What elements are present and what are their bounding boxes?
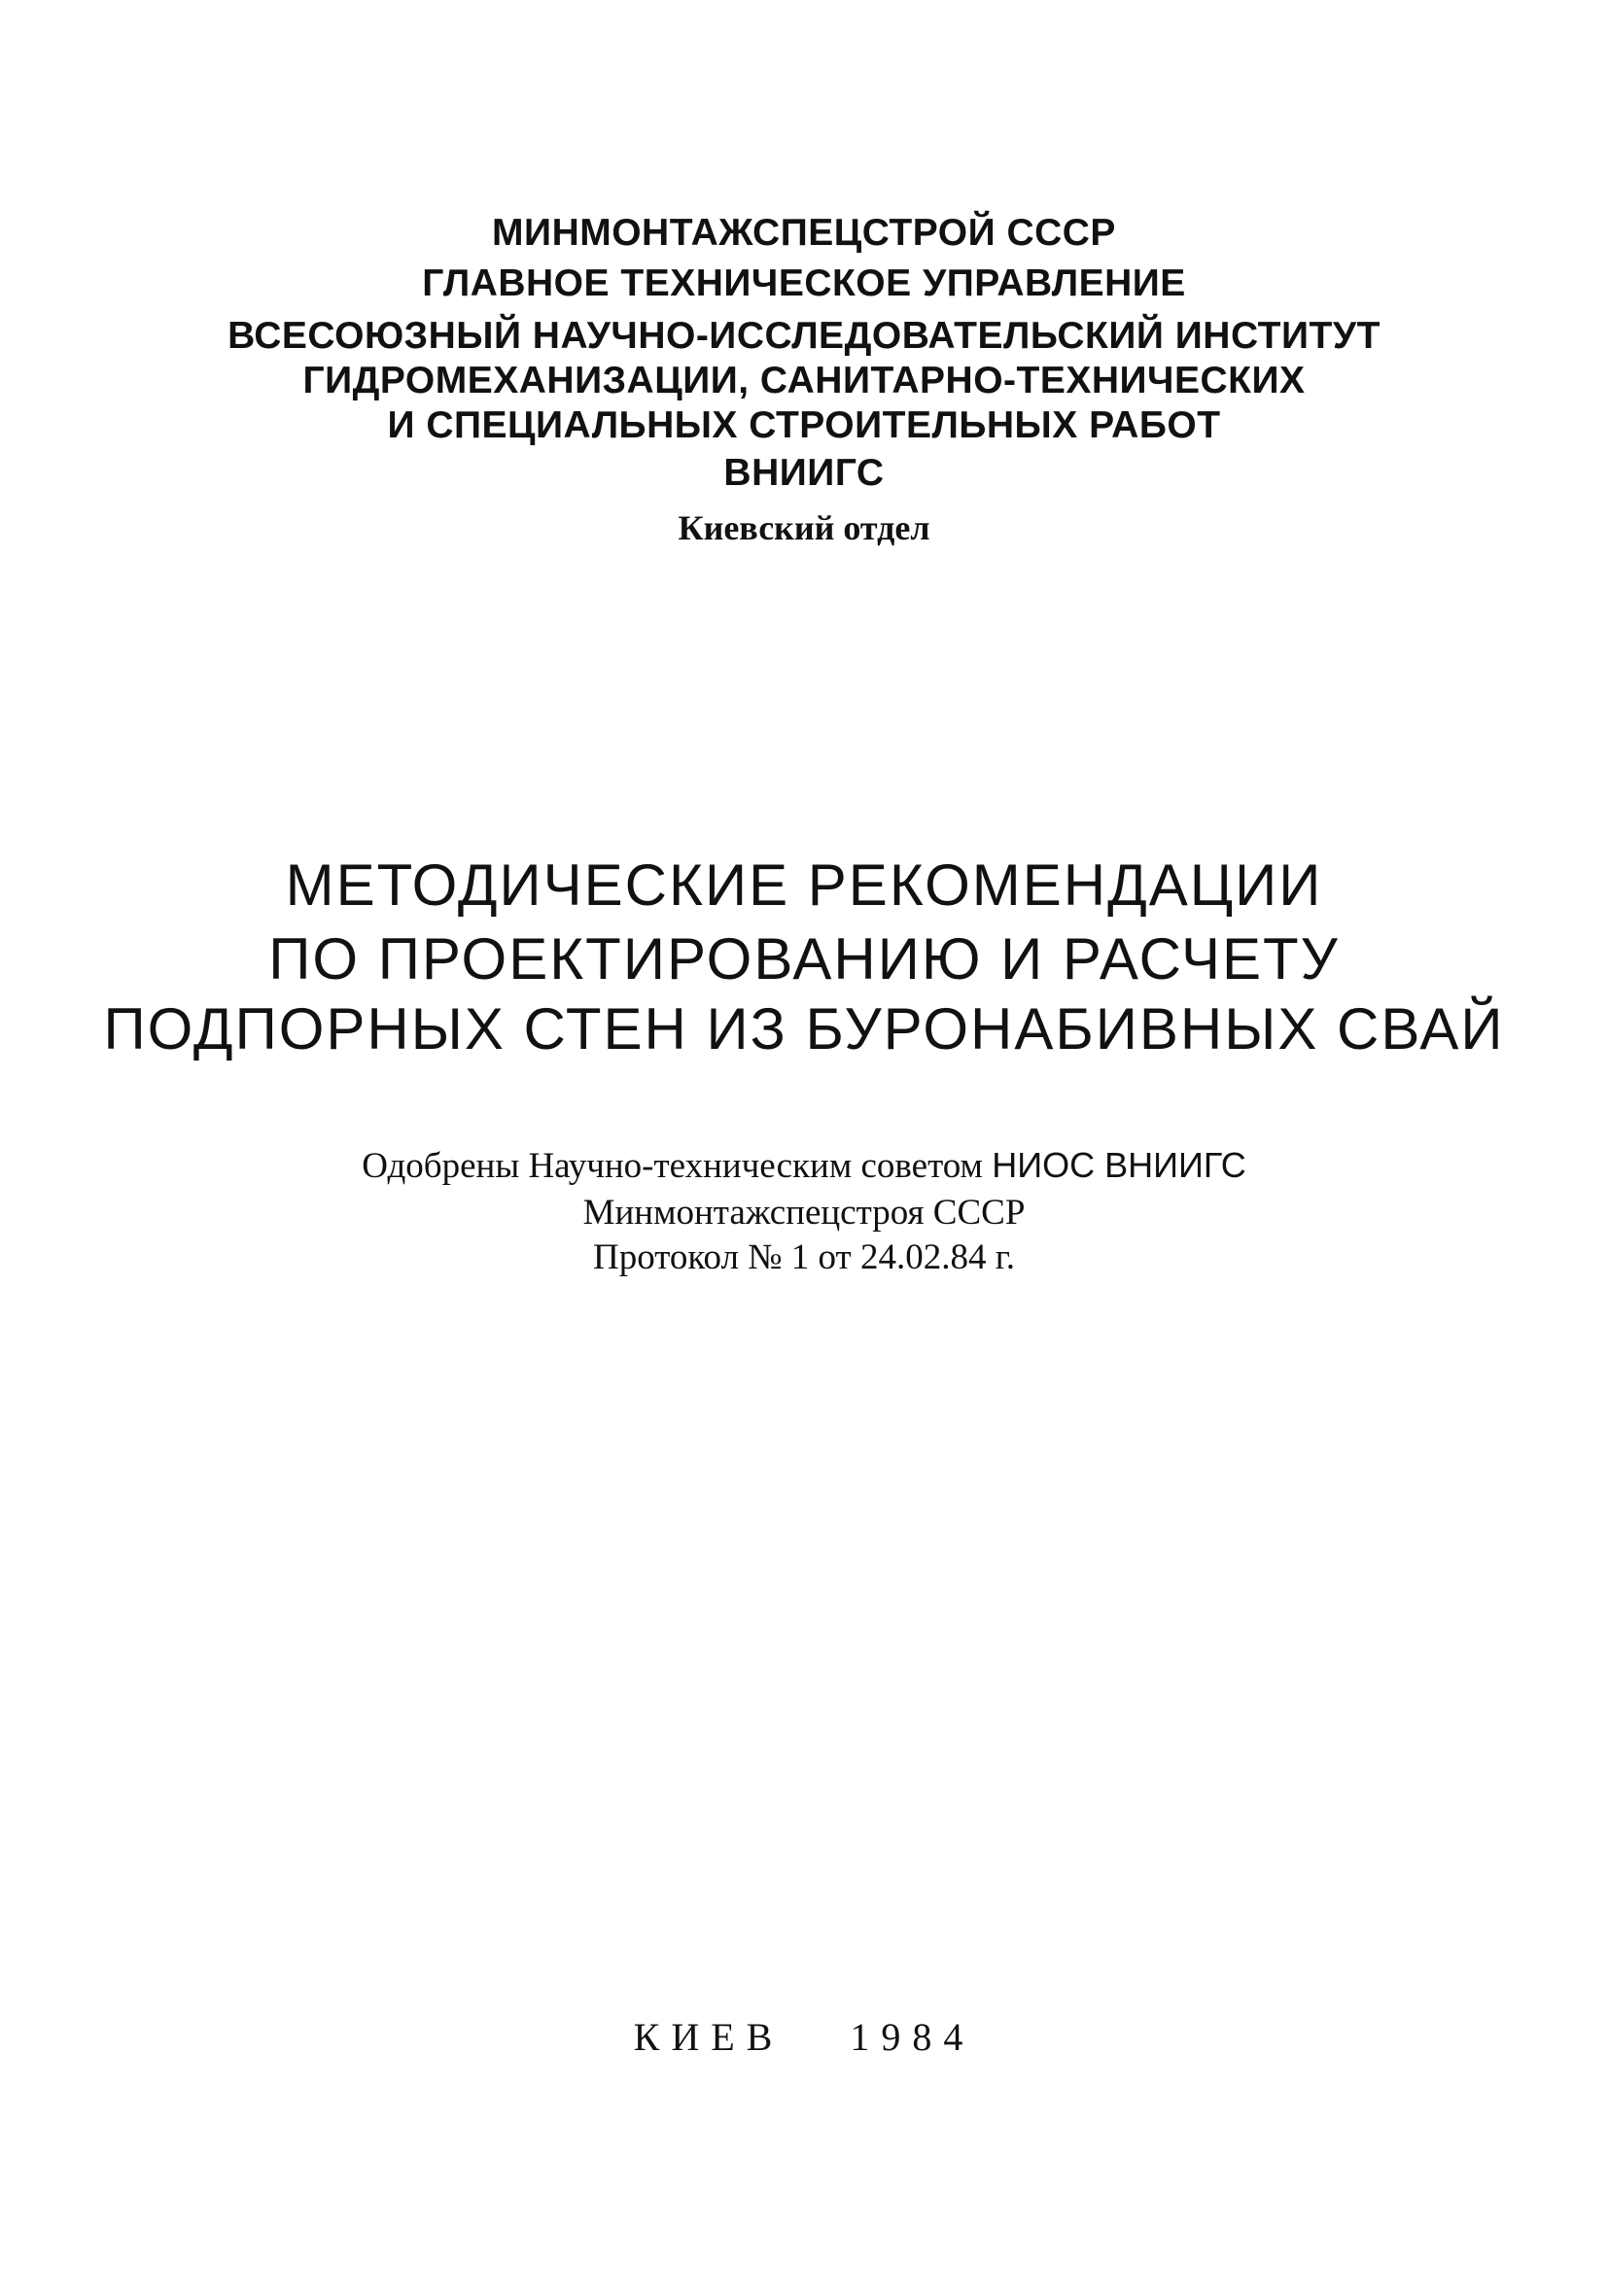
institute-name-line-3: И СПЕЦИАЛЬНЫХ СТРОИТЕЛЬНЫХ РАБОТ xyxy=(387,404,1221,446)
approval-organization: НИОС ВНИИГС xyxy=(992,1145,1246,1185)
publication-year: 1984 xyxy=(850,2015,975,2059)
title-line-2: ПО ПРОЕКТИРОВАНИЮ И РАСЧЕТУ xyxy=(268,926,1340,991)
approval-line-2: Минмонтажспецстроя СССР xyxy=(582,1193,1026,1233)
protocol-line: Протокол № 1 от 24.02.84 г. xyxy=(593,1237,1015,1277)
institute-abbreviation: ВНИИГС xyxy=(723,452,885,494)
approval-text: Одобрены Научно-техническим советом xyxy=(362,1146,983,1186)
title-line-3: ПОДПОРНЫХ СТЕН ИЗ БУРОНАБИВНЫХ СВАЙ xyxy=(103,996,1505,1061)
title-line-1: МЕТОДИЧЕСКИЕ РЕКОМЕНДАЦИИ xyxy=(285,852,1323,918)
ministry-name: МИНМОНТАЖСПЕЦСТРОЙ СССР xyxy=(492,212,1116,254)
institute-name-line-1: ВСЕСОЮЗНЫЙ НАУЧНО-ИССЛЕДОВАТЕЛЬСКИЙ ИНСТИТУТ xyxy=(227,315,1381,357)
institute-name-line-2: ГИДРОМЕХАНИЗАЦИИ, САНИТАРНО-ТЕХНИЧЕСКИХ xyxy=(302,360,1306,401)
publication-city: КИЕВ xyxy=(633,2015,785,2059)
directorate-name: ГЛАВНОЕ ТЕХНИЧЕСКОЕ УПРАВЛЕНИЕ xyxy=(422,262,1186,304)
publication-footer xyxy=(0,2014,1608,2060)
department-name: Киевский отдел xyxy=(678,508,930,547)
approval-line-1 xyxy=(0,1145,1608,1187)
